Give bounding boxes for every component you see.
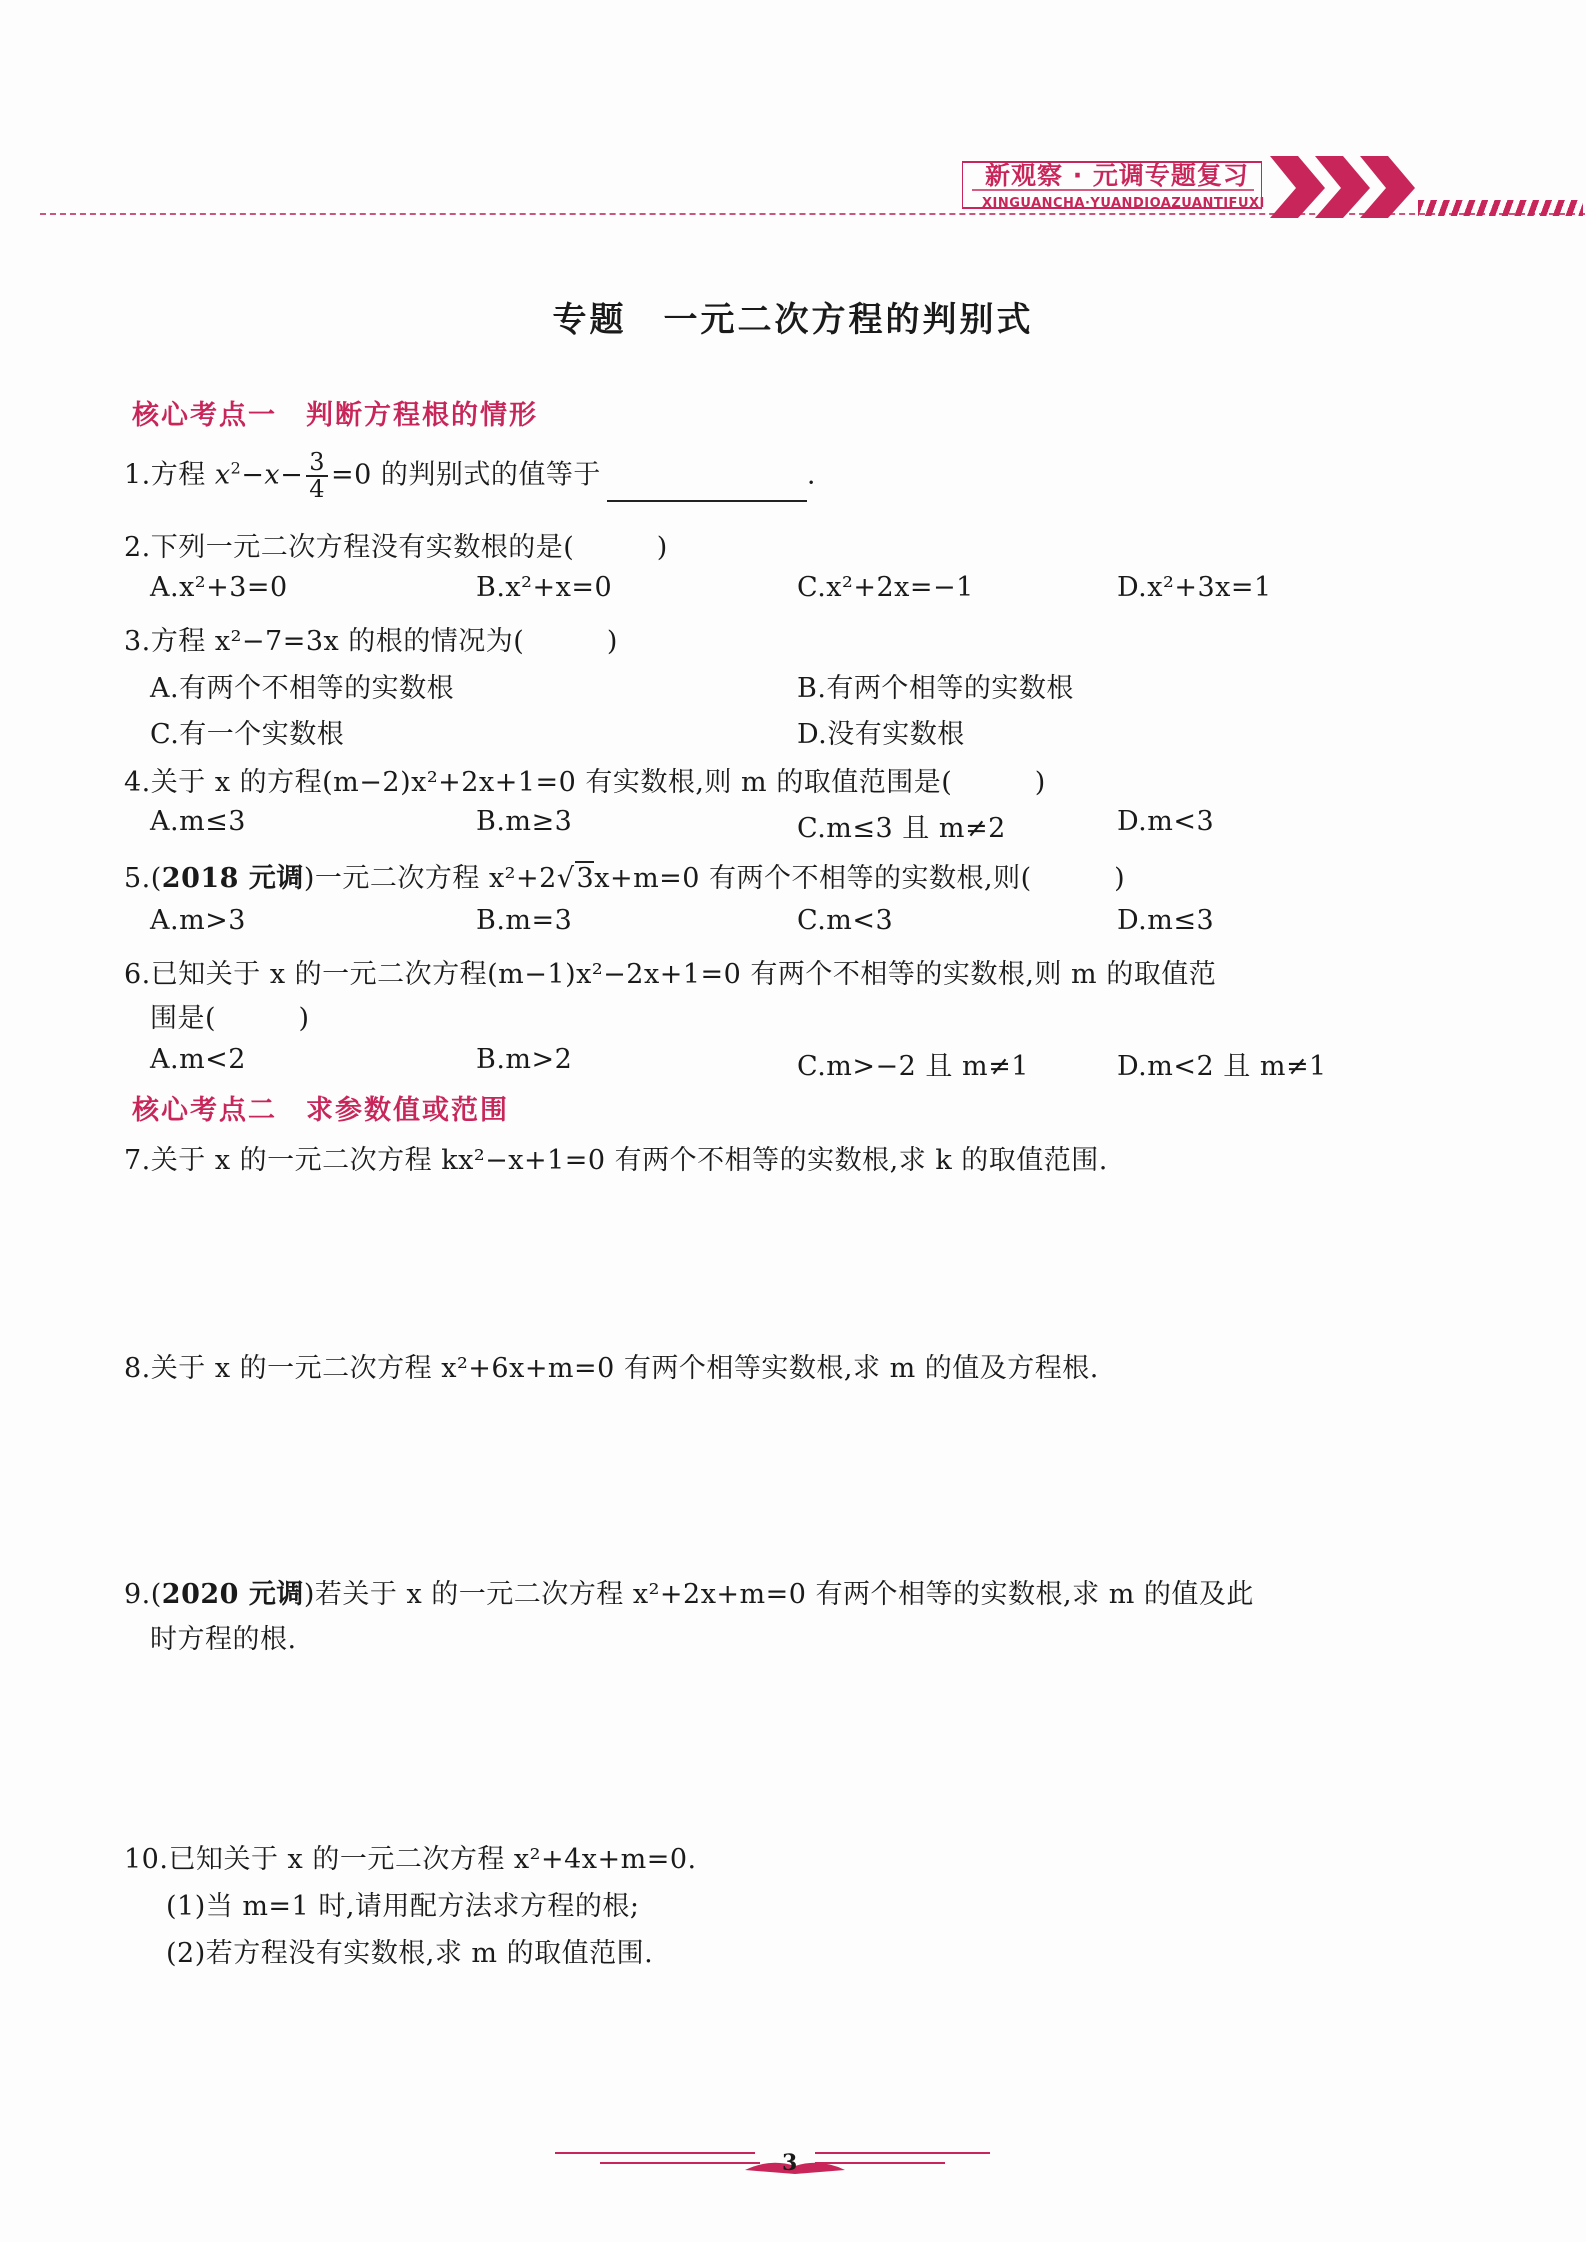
question-2: 2.下列一元二次方程没有实数根的是( ) <box>124 532 668 563</box>
header-series-pinyin: XINGUANCHA·YUANDIOAZUANTIFUXI <box>982 196 1265 211</box>
question-3: 3.方程 x²−7=3x 的根的情况为( ) <box>124 626 618 657</box>
footer-rule-left-2 <box>600 2162 760 2164</box>
question-9-cont: 时方程的根. <box>150 1624 297 1655</box>
footer-rule-left <box>555 2152 755 2154</box>
question-7: 7.关于 x 的一元二次方程 kx²−x+1=0 有两个不相等的实数根,求 k 的取值范围. <box>124 1145 1108 1176</box>
q1-text-b: =0 的判别式的值等于 <box>331 459 601 491</box>
q2-option-c: C.x²+2x=−1 <box>797 572 974 603</box>
page-title: 专题 一元二次方程的判别式 <box>552 300 1034 340</box>
q3-option-d: D.没有实数根 <box>797 719 965 750</box>
header-series-title: 新观察 · 元调专题复习 <box>985 161 1249 190</box>
q3-option-a: A.有两个不相等的实数根 <box>150 673 455 704</box>
question-1: 1.方程 $x^2-x-$ $\frac{3}{4}$ =0 的判别式的值等于 . <box>124 448 817 504</box>
question-5: 5.(2018 元调)一元二次方程 x²+2√3x+m=0 有两个不相等的实数根,则( ) <box>124 863 1126 894</box>
question-4: 4.关于 x 的方程(m−2)x²+2x+1=0 有实数根,则 m 的取值范围是( ) <box>124 767 1046 798</box>
q2-option-a: A.x²+3=0 <box>150 572 288 603</box>
page-number: 3 <box>782 2150 798 2176</box>
q6-option-d: D.m<2 且 m≠1 <box>1117 1051 1327 1082</box>
q3-option-b: B.有两个相等的实数根 <box>797 673 1074 704</box>
question-8: 8.关于 x 的一元二次方程 x²+6x+m=0 有两个相等实数根,求 m 的值及方程根. <box>124 1353 1099 1384</box>
q1-answer-blank[interactable] <box>607 472 807 502</box>
question-6: 6.已知关于 x 的一元二次方程(m−1)x²−2x+1=0 有两个不相等的实数根,则 m 的取值范 <box>124 959 1217 990</box>
q6-option-a: A.m<2 <box>150 1044 246 1075</box>
q5-exam-tag: 2018 元调 <box>161 863 304 894</box>
q5-option-b: B.m=3 <box>476 905 573 936</box>
q10-part-1: (1)当 m=1 时,请用配方法求方程的根; <box>166 1891 640 1922</box>
q4-option-a: A.m≤3 <box>150 806 246 837</box>
q3-option-c: C.有一个实数根 <box>150 719 345 750</box>
question-6-cont: 围是( ) <box>150 1003 310 1034</box>
q5-radical: 3 <box>576 863 595 894</box>
question-10: 10.已知关于 x 的一元二次方程 x²+4x+m=0. <box>124 1844 697 1875</box>
q1-text-a: 1.方程 <box>124 459 215 491</box>
q6-option-b: B.m>2 <box>476 1044 573 1075</box>
section-heading-1: 核心考点一 判断方程根的情形 <box>132 400 538 431</box>
q5-option-d: D.m≤3 <box>1117 905 1215 936</box>
q5-option-a: A.m>3 <box>150 905 246 936</box>
q10-part-2: (2)若方程没有实数根,求 m 的取值范围. <box>166 1938 654 1969</box>
q1-fraction: $\frac{3}{4}$ <box>306 450 328 502</box>
question-9: 9.(2020 元调)若关于 x 的一元二次方程 x²+2x+m=0 有两个相等的实数根,求 m 的值及此 <box>124 1579 1254 1610</box>
chevron-arrows-icon <box>1270 150 1420 220</box>
q6-option-c: C.m>−2 且 m≠1 <box>797 1051 1029 1082</box>
q4-option-c: C.m≤3 且 m≠2 <box>797 813 1006 844</box>
q4-option-d: D.m<3 <box>1117 806 1215 837</box>
section-heading-2: 核心考点二 求参数值或范围 <box>132 1095 509 1126</box>
header-stripes <box>1418 200 1583 216</box>
q4-option-b: B.m≥3 <box>476 806 573 837</box>
q5-option-c: C.m<3 <box>797 905 894 936</box>
q2-option-b: B.x²+x=0 <box>476 572 613 603</box>
q2-option-d: D.x²+3x=1 <box>1117 572 1272 603</box>
q9-exam-tag: 2020 元调 <box>161 1579 304 1610</box>
